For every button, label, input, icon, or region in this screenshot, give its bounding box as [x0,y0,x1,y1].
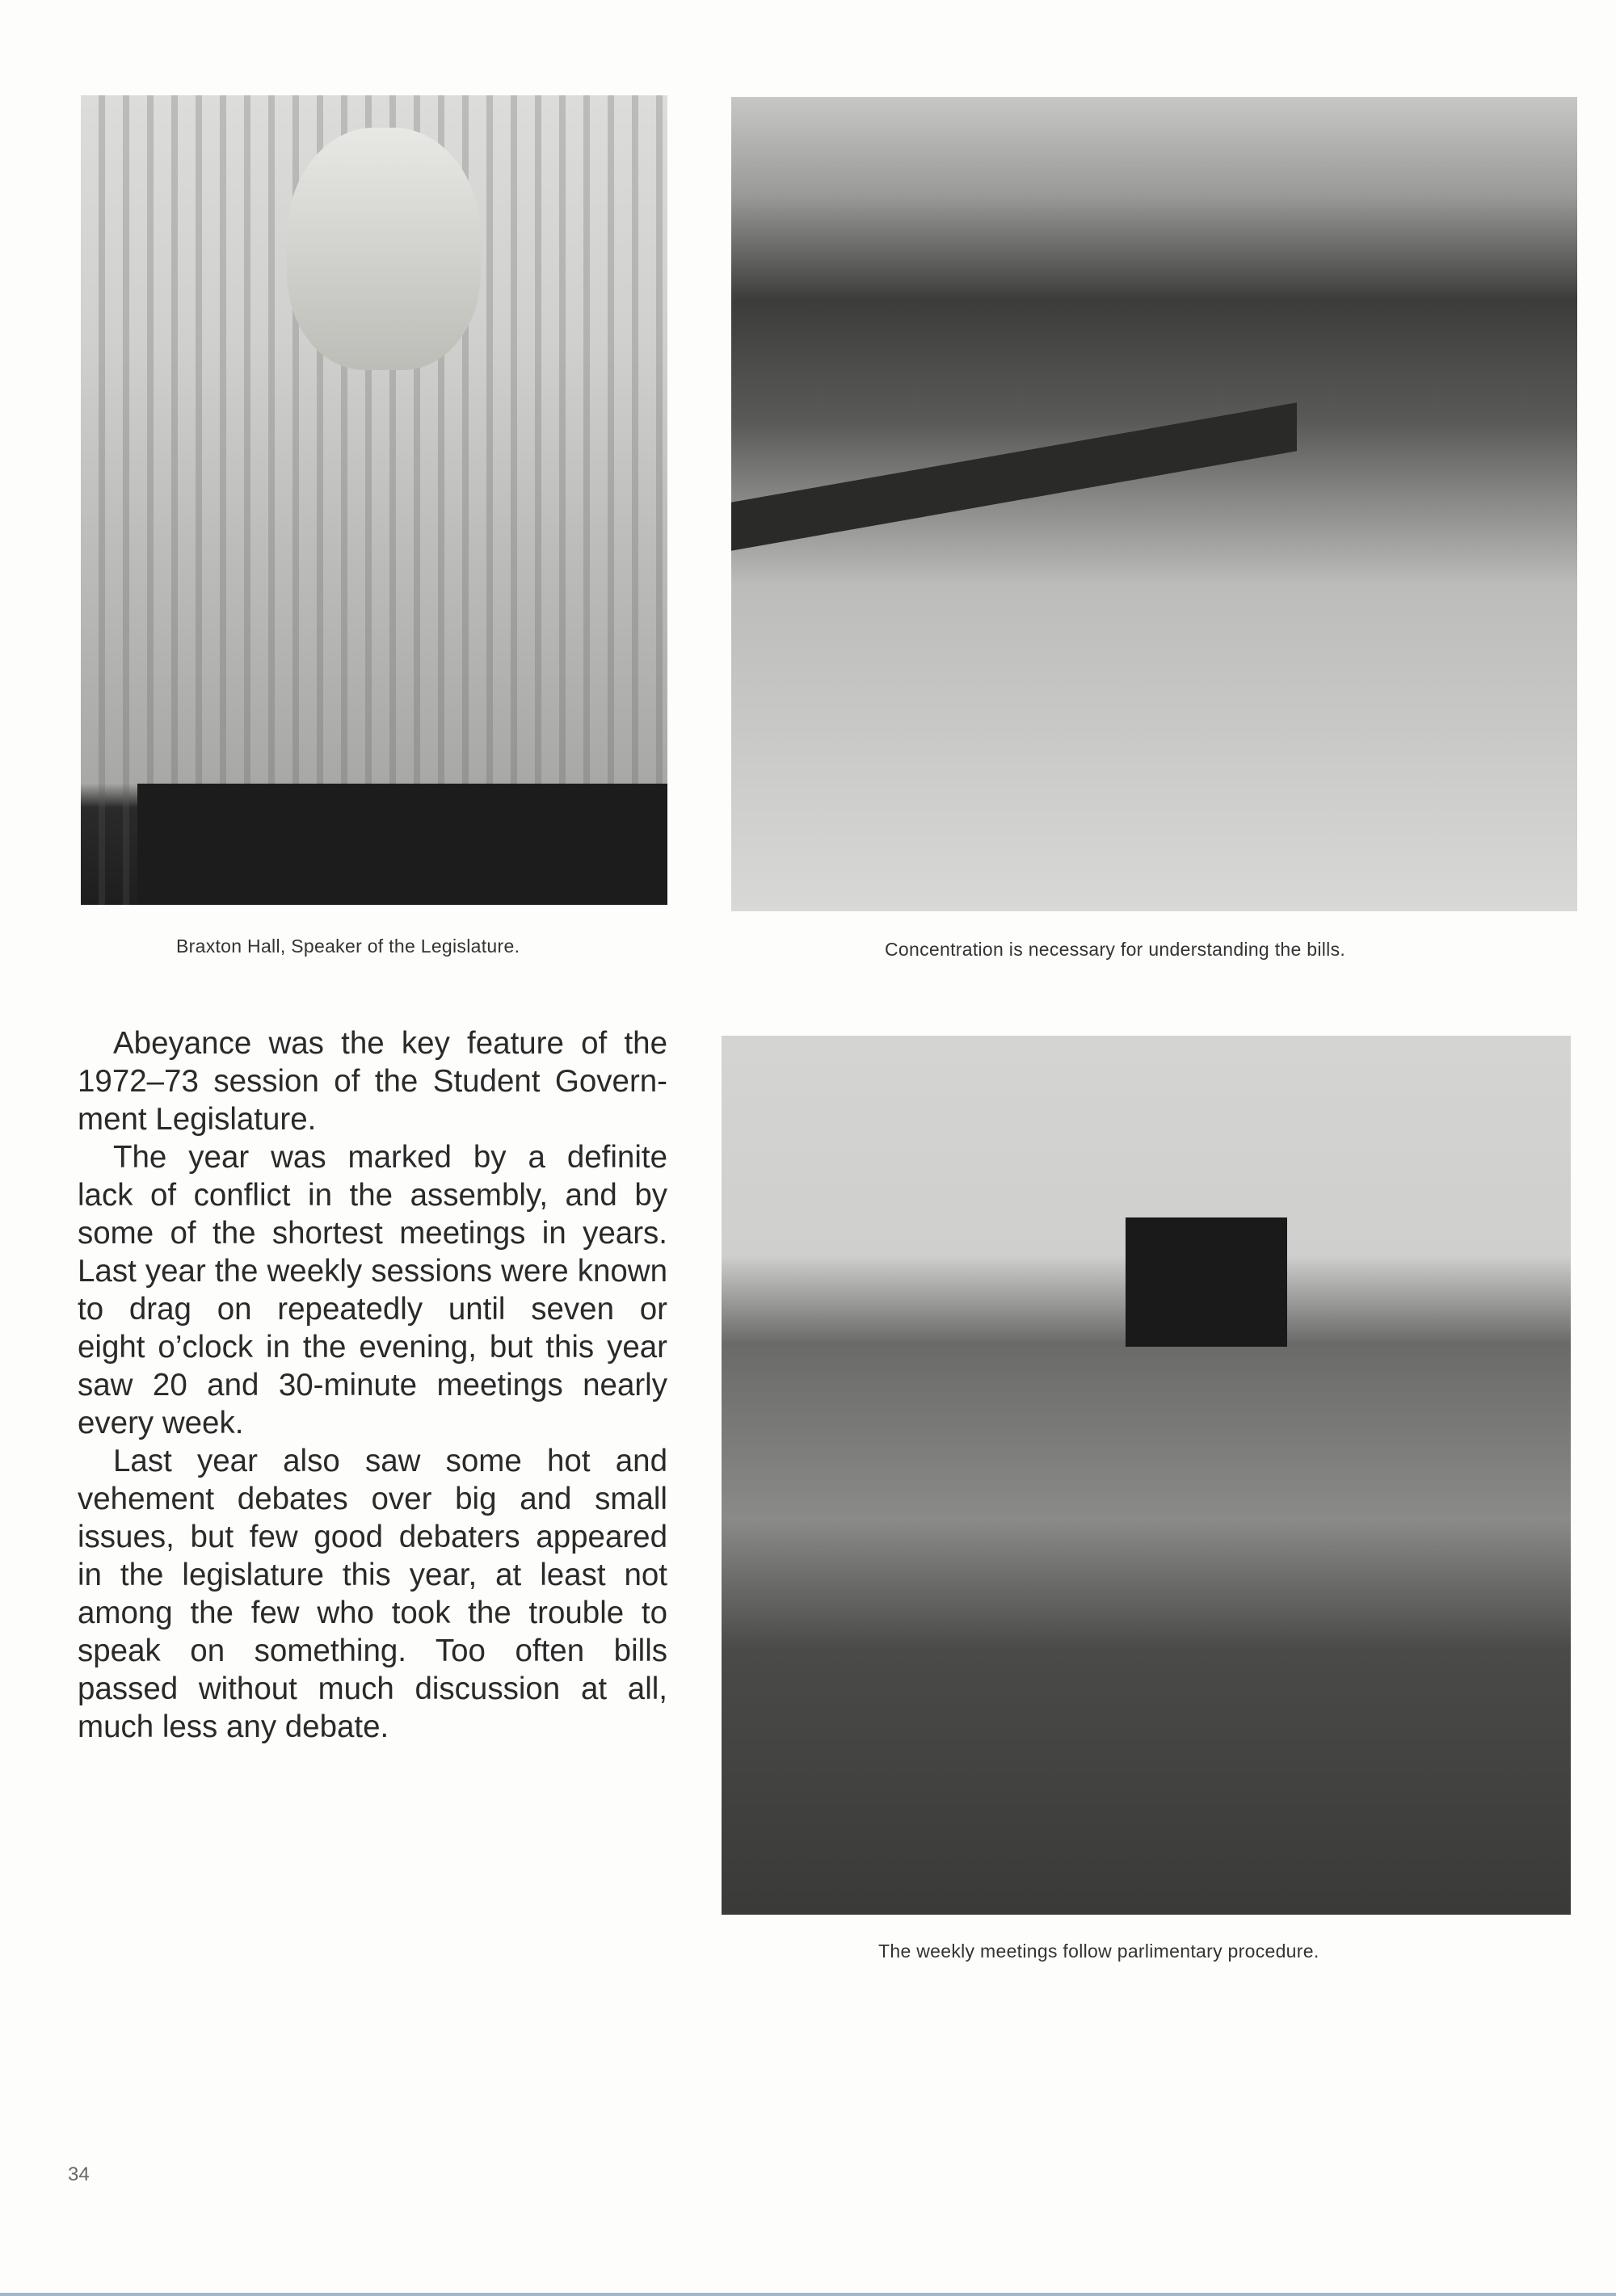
photo-caption: The weekly meetings follow parlimentary procedure. [878,1941,1319,1962]
article-line: in the legislature this year, at least not [78,1558,667,1592]
article-line: every week. [78,1406,244,1440]
photo-speaker-portrait [81,95,667,905]
photo-podium [1126,1217,1287,1347]
article-line: 1972–73 session of the Student Govern- [78,1064,667,1099]
photo-legislature-audience [731,97,1577,911]
article-line: ment Legislature. [78,1102,317,1137]
article-line: passed without much discussion at all, [78,1672,667,1706]
article-line: among the few who took the trouble to [78,1596,667,1630]
article-paragraph [78,1138,667,1442]
article-body [78,1024,667,1746]
article-line: lack of conflict in the assembly, and by [78,1178,667,1213]
article-line: Last year the weekly sessions were known [78,1254,667,1289]
photo-subject-head [287,128,481,370]
article-paragraph [78,1442,667,1746]
article-line: issues, but few good debaters appeared [78,1520,667,1554]
article-line: to drag on repeatedly until seven or [78,1292,667,1327]
photo-weekly-meeting [722,1036,1571,1915]
photo-lectern [137,784,667,905]
photo-caption: Braxton Hall, Speaker of the Legislature. [176,936,520,957]
scan-edge-rule [0,2293,1616,2296]
page-number: 34 [68,2164,90,2185]
article-line: Abeyance was the key feature of the [113,1026,667,1061]
article-line: eight o’clock in the evening, but this year [78,1330,667,1365]
photo-caption: Concentration is necessary for understanding the bills. [885,939,1346,960]
article-line: saw 20 and 30-minute meetings nearly [78,1368,667,1402]
article-line: vehement debates over big and small [78,1482,667,1516]
article-paragraph [78,1024,667,1138]
article-line: much less any debate. [78,1709,389,1744]
article-line: speak on something. Too often bills [78,1634,667,1668]
photo-table [731,402,1297,550]
article-line: Last year also saw some hot and [113,1444,667,1478]
article-line: The year was marked by a definite [113,1140,667,1175]
article-line: some of the shortest meetings in years. [78,1216,667,1251]
